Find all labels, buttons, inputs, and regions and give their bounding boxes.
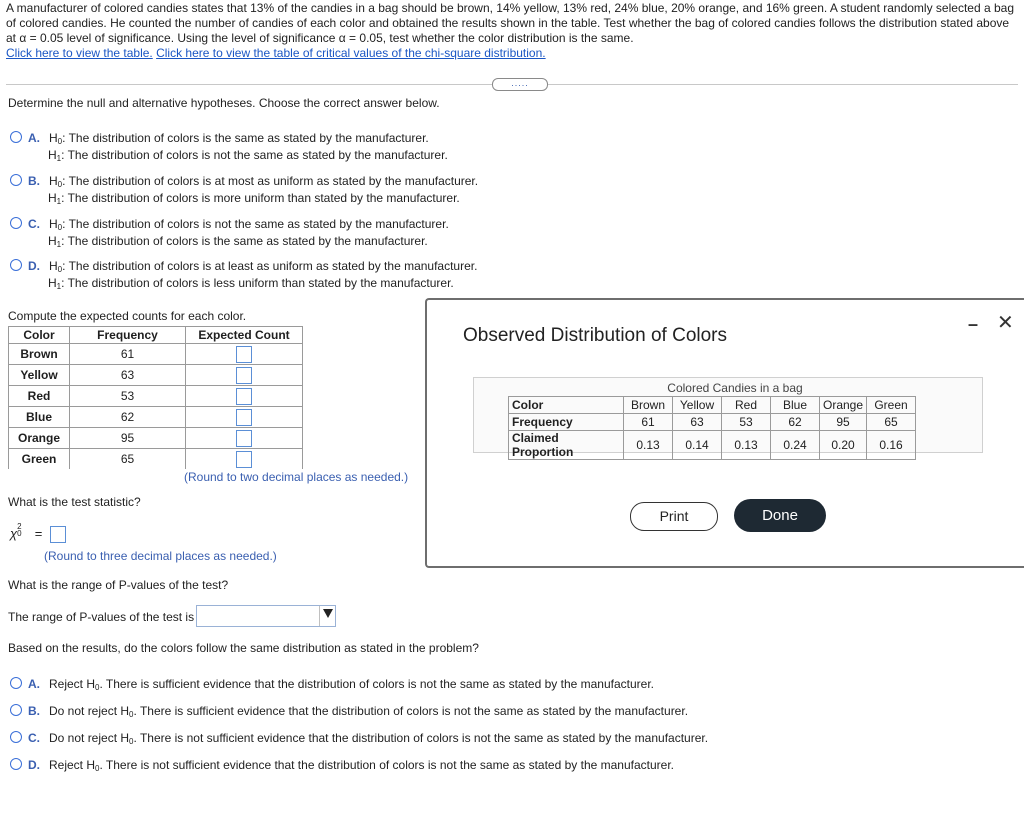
option-letter: A. [28, 677, 40, 691]
frequency-cell: 61 [624, 414, 673, 431]
view-table-link[interactable]: Click here to view the table. [6, 46, 153, 60]
minimize-icon[interactable]: – [968, 314, 979, 334]
radio-button[interactable] [10, 259, 22, 271]
problem-text: A manufacturer of colored candies states that 13% of the candies in a bag should be brown, 14% yellow, 13% red, 24% blue, 20% orange, and 16% green. A student randomly selected a bag of colored candies. He counted the number of candies of each color and obtained the results shown in the table. Test whether the bag of colored candies follows the distribution stated above at α = 0.05 level of significance. Using the level of significance α = 0.05, test whether the color distribution is the same. [6, 1, 1014, 45]
col-header-frequency: Frequency [70, 327, 186, 344]
statistic-round-hint: (Round to three decimal places as needed.) [44, 549, 277, 563]
table-row [509, 431, 916, 460]
pvalue-range-select[interactable] [196, 605, 336, 627]
observed-data-table [508, 396, 916, 460]
frequency-cell: 95 [70, 428, 186, 449]
frequency-cell: 63 [673, 414, 722, 431]
row-header: Claimed Proportion [509, 431, 624, 460]
expected-count-cell [186, 407, 303, 428]
frequency-cell: 65 [867, 414, 916, 431]
proportion-cell: 0.24 [771, 431, 820, 460]
frequency-cell: 62 [70, 407, 186, 428]
conclusion-question: Based on the results, do the colors follow the same distribution as stated in the problem? [8, 641, 479, 655]
proportion-cell: 0.14 [673, 431, 722, 460]
option-letter: C. [28, 731, 40, 745]
pvalue-question: What is the range of P-values of the test? [8, 578, 229, 592]
color-cell: Red [9, 386, 70, 407]
problem-statement [6, 1, 1016, 61]
expand-more-button[interactable]: ..... [492, 78, 548, 91]
alt-hypothesis: $H_1$: The distribution of colors is the same as stated by the manufacturer. [48, 234, 428, 249]
expected-count-cell [186, 365, 303, 386]
hypothesis-option[interactable] [10, 258, 477, 292]
expected-count-input[interactable] [236, 388, 252, 405]
conclusion-text: Reject $H_0$. There is sufficient evidence that the distribution of colors is not the same as stated by the manufacturer. [49, 677, 654, 692]
frequency-cell: 53 [722, 414, 771, 431]
null-hypothesis: $H_0$: The distribution of colors is at least as uniform as stated by the manufacturer. [49, 259, 478, 274]
null-hypothesis: $H_0$: The distribution of colors is the same as stated by the manufacturer. [49, 131, 429, 146]
table-row [509, 414, 916, 431]
table-row [9, 386, 303, 407]
color-cell: Orange [820, 397, 867, 414]
frequency-cell: 63 [70, 365, 186, 386]
conclusion-option[interactable] [10, 730, 708, 747]
color-cell: Red [722, 397, 771, 414]
proportion-cell: 0.13 [624, 431, 673, 460]
radio-button[interactable] [10, 677, 22, 689]
expected-count-input[interactable] [236, 367, 252, 384]
alt-hypothesis: $H_1$: The distribution of colors is not the same as stated by the manufacturer. [48, 148, 448, 163]
option-letter: D. [28, 259, 40, 273]
expected-round-hint: (Round to two decimal places as needed.) [184, 470, 409, 484]
expected-count-input[interactable] [236, 409, 252, 426]
hypotheses-question: Determine the null and alternative hypotheses. Choose the correct answer below. [8, 96, 440, 110]
alt-hypothesis: $H_1$: The distribution of colors is less uniform than stated by the manufacturer. [48, 276, 454, 291]
color-cell: Blue [771, 397, 820, 414]
proportion-cell: 0.20 [820, 431, 867, 460]
table-row [9, 449, 303, 470]
frequency-cell: 65 [70, 449, 186, 470]
color-cell: Orange [9, 428, 70, 449]
expected-count-cell [186, 428, 303, 449]
col-header-expected: Expected Count [186, 327, 303, 344]
hypothesis-option[interactable] [10, 173, 478, 207]
popup-title: Observed Distribution of Colors [463, 325, 727, 346]
radio-button[interactable] [10, 704, 22, 716]
color-cell: Yellow [9, 365, 70, 386]
frequency-cell: 53 [70, 386, 186, 407]
expected-count-input[interactable] [236, 430, 252, 447]
expected-count-input[interactable] [236, 451, 252, 468]
chi-symbol: χ [10, 526, 18, 541]
conclusion-text: Reject $H_0$. There is not sufficient evidence that the distribution of colors is not the same as stated by the manufacturer. [49, 758, 675, 773]
option-letter: D. [28, 758, 40, 772]
conclusion-option[interactable] [10, 703, 688, 720]
print-button[interactable]: Print [630, 502, 718, 531]
radio-button[interactable] [10, 131, 22, 143]
color-cell: Green [9, 449, 70, 470]
conclusion-option[interactable] [10, 676, 654, 693]
expected-counts-prompt: Compute the expected counts for each color. [8, 309, 247, 323]
table-row [9, 365, 303, 386]
option-letter: B. [28, 174, 40, 188]
chi-square-label: χ 0 2 = [10, 526, 66, 543]
radio-button[interactable] [10, 731, 22, 743]
table-row [509, 397, 916, 414]
color-cell: Yellow [673, 397, 722, 414]
table-row [9, 428, 303, 449]
conclusion-text: Do not reject $H_0$. There is not sufficient evidence that the distribution of colors is not the same as stated by the manufacturer. [49, 731, 709, 746]
expected-count-cell [186, 344, 303, 365]
conclusion-text: Do not reject $H_0$. There is sufficient evidence that the distribution of colors is not the same as stated by the manufacturer. [49, 704, 689, 719]
statistic-question: What is the test statistic? [8, 495, 141, 509]
null-hypothesis: $H_0$: The distribution of colors is at most as uniform as stated by the manufacturer. [49, 174, 479, 189]
radio-button[interactable] [10, 758, 22, 770]
data-table-caption: Colored Candies in a bag [667, 381, 803, 395]
option-letter: C. [28, 217, 40, 231]
proportion-cell: 0.13 [722, 431, 771, 460]
pvalue-label: The range of P-values of the test is [8, 610, 195, 624]
view-critical-values-link[interactable]: Click here to view the table of critical values of the chi-square distribution. [156, 46, 546, 60]
table-row [9, 407, 303, 428]
color-cell: Brown [9, 344, 70, 365]
frequency-cell: 61 [70, 344, 186, 365]
frequency-cell: 62 [771, 414, 820, 431]
chevron-down-icon [323, 609, 333, 618]
equals-sign: = [34, 526, 43, 541]
row-header: Frequency [509, 414, 624, 431]
expected-count-cell [186, 386, 303, 407]
test-statistic-input[interactable] [50, 526, 66, 543]
expected-count-input[interactable] [236, 346, 252, 363]
alt-hypothesis: $H_1$: The distribution of colors is more uniform than stated by the manufacturer. [48, 191, 460, 206]
color-cell: Green [867, 397, 916, 414]
frequency-cell: 95 [820, 414, 867, 431]
color-cell: Blue [9, 407, 70, 428]
option-letter: B. [28, 704, 40, 718]
done-button[interactable]: Done [734, 499, 826, 532]
hypothesis-option[interactable] [10, 216, 449, 250]
dropdown-arrow-box[interactable] [319, 606, 335, 626]
null-hypothesis: $H_0$: The distribution of colors is not the same as stated by the manufacturer. [49, 217, 449, 232]
expected-count-cell [186, 449, 303, 470]
radio-button[interactable] [10, 174, 22, 186]
color-cell: Brown [624, 397, 673, 414]
radio-button[interactable] [10, 217, 22, 229]
option-letter: A. [28, 131, 40, 145]
col-header-color: Color [9, 327, 70, 344]
table-row [9, 344, 303, 365]
close-icon[interactable]: ✕ [997, 312, 1014, 334]
row-header: Color [509, 397, 624, 414]
conclusion-option[interactable] [10, 757, 674, 774]
proportion-cell: 0.16 [867, 431, 916, 460]
hypothesis-option[interactable] [10, 130, 448, 164]
expected-counts-table [8, 326, 303, 469]
